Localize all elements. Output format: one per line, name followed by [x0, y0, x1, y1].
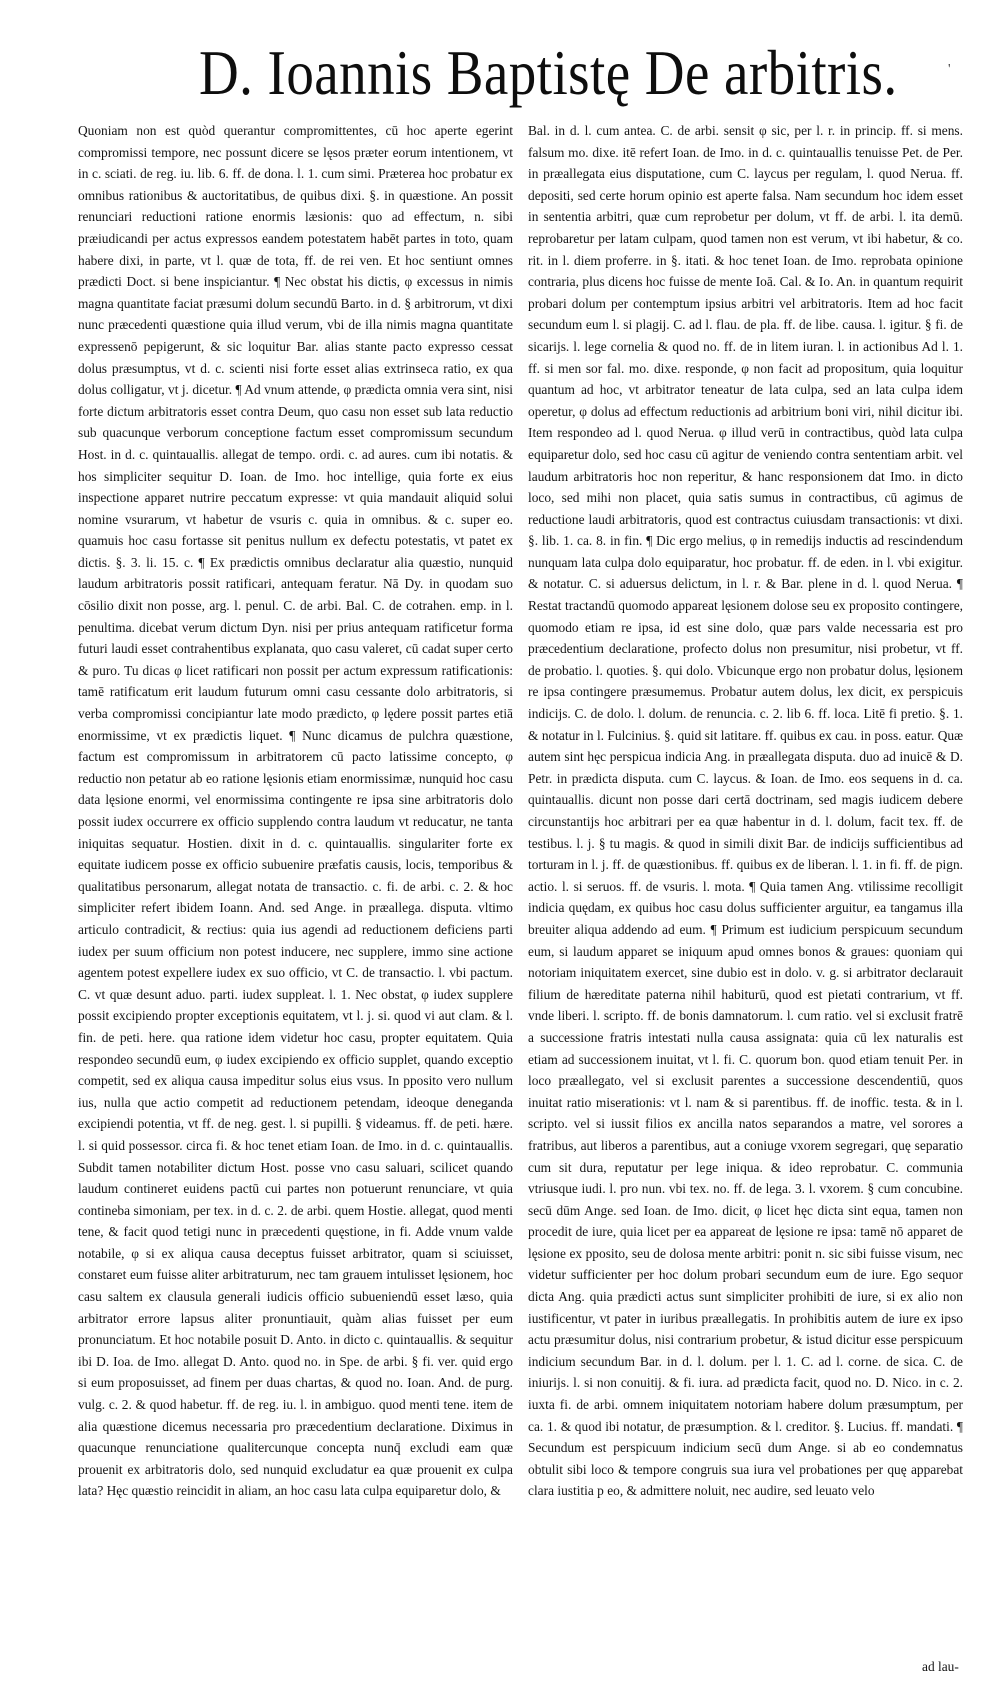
stray-mark: ' — [948, 62, 951, 77]
right-column — [528, 120, 963, 1660]
catchword: ad lau- — [922, 1659, 959, 1674]
right-column-text: Bal. in d. l. cum antea. C. de arbi. sensit φ sic, per l. r. in princip. ff. si mens. falsum mo. dixe. itē refert Ioan. de Imo. in d. c. quintauallis tenuisse Pet. de Per. in præallegata eius disputatione, cum C. laycus per regulam, l. quod Nerua. ff. depositi, sed certe horum opinio est aperte falsa. Nam secundum hoc idem esset in sententia arbitri, quæ cum reprobetur per dolum, vt ff. de arbi. l. ita demū. reprobaretur per latam culpam, quod tamen non est verum, vt ibi habetur, & co. rit. in l. diem proferre. in §. itati. & hoc tenet Ioan. de Imo. reprobata opinione contraria, plus dicens hoc fuisse de mente Ioā. Cal. & Io. An. in quantum requirit probari dolum per contemptum ipsius arbitri vel arbitratoris. Item ad hoc facit secundum eum l. si plagij. C. ad l. flau. de pla. ff. de libe. causa. l. igitur. § fi. de sicarijs. l. lege cornelia & quod no. ff. de in litem iuran. l. in actionibus Ad l. 1. ff. si men sor fal. mo. dixe. responde, φ non facit ad propositum, quia loquitur quantum ad hoc, vt arbitrator teneatur de lata culpa, sed an lata culpa idem operetur, φ dolus ad effectum reductionis ad arbitrium boni viri, nihil dicitur ibi. Item respondeo ad l. quod Nerua. φ illud verū in contractibus, quòd lata culpa equiparetur dolo, sed hoc casu cū agitur de veniendo contra sententiam arbit. vel laudum arbitratoris hoc non reperitur, & hanc responsionem dat Imo. in dicto loco, sed mihi non placet, quia satis sumus in contractibus, cū agimus de reductione laudi arbitratoris, quod est contractus cuiusdam transactionis: vt dixi. §. lib. 1. ca. 8. in fin. ¶ Dic ergo melius, φ in remedijs inductis ad rescindendum nunquam lata culpa dolo equiparatur, hoc probatur. ff. de eden. in l. vbi exigitur. & notatur. C. si aduersus delictum, in l. r. & Bar. plene in d. l. quod Nerua. ¶ Restat tractandū quomodo appareat lęsionem dolose seu ex proposito contingere, quomodo etiam re ipsa, id est sine dolo, quæ pars valde necessaria est pro præcedentium declaratione, profecto dolus non presumitur, nisi probetur, vt ff. de probatio. l. quoties. §. qui dolo. Vbicunque ergo non probatur dolus, lęsionem re ipsa contingere præsumemus. Probatur autem dolus, lex dicit, ex perspicuis indicijs. C. de dolo. l. dolum. de renuncia. c. 2. lib 6. ff. loca. Litē fi pretio. §. 1. & notatur in l. Fulcinius. §. quid sit latitare. ff. quibus ex cau. in poss. eatur. Quæ autem sint hęc perspicua indicia Ang. in præallegata disputa. duo ad inuicē & D. Petr. in prædicta disputa. cum C. laycus. & Ioan. de Imo. eos sequens in d. ca. quintauallis. dicunt non posse dari certā doctrinam, sed magis iudicem debere circunstantijs hoc arbitrari per ea quæ habentur in d. l. dolum, facit tex. ff. de testibus. l. j. § tu magis. & quod in simili dixit Bar. de indicijs sufficientibus ad torturam in l. j. ff. de quæstionibus. ff. quibus ex de liberan. l. 1. in fi. ff. de pign. actio. l. si seruos. ff. de vsuris. l. mota. ¶ Quia tamen Ang. vtilissime recolligit indicia quędam, ex quibus hoc casu dolus sufficienter arguitur, ea tangamus illa breuiter aliqua addendo ad eum. ¶ Primum est iudicium perspicuum secundum eum, si laudum apparet se iniquum apud omnes bonos & graues: quoniam qui notoriam iniquitatem exercet, sine dubio est in dolo. v. g. si arbitrator declarauit filium de hæreditate paterna nihil habiturū, quod est pietati contrarium, vt ff. vnde liberi. l. scripto. ff. de bonis damnatorum. l. cum ratio. vel si exclusit fratrē a successione fratris intestati nulla causa assignata: quia cū lex naturalis est etiam ad successionem inuitat, vt l. fi. C. quorum bon. quod etiam tenuit Per. in loco præallegato, vel si exclusit parentes a successione descendentiū, quos inuitat ratio miserationis: vt l. nam & si parentibus. ff. de inoffic. testa. & in l. scripto. vel si iussit filios ex ancilla natos separandos a matre, vel sorores a fratribus, aut liberos a parentibus, aut a coniuge vxorem segregari, quę separatio cum sit dura, reputatur per lege iniqua. & ideo reprobatur. C. communia vtriusque iudi. l. pro nun. vbi tex. no. ff. de lega. 3. l. vxorem. § cum concubine. secū dūm Ange. sed Ioan. de Imo. dicit, φ licet hęc dicta sint equa, tamen non procedit de iure, quia licet per ea appareat de lęsione re ipsa: tamē nō apparet de lęsione ex pposito, seu de dolosa mente arbitri: ponit n. sic sibi fuisse visum, nec videtur sufficienter per hoc dolum probari secundum eum de iure. Ego sequor dicta Ang. quia prædicti actus sunt simpliciter prohibiti de iure, si ex alio non iustificentur, vt pater in iuribus præallegatis. In prohibitis autem de iure ex ipso actu præsumitur dolus, nisi contrarium probetur, & istud dicitur esse perspicuum indicium secundum Bar. in d. l. dolum. per l. 1. C. ad l. corne. de sica. C. de iniurijs. l. si non conuitij. & fi. iura. ad prædicta facit, quod no. D. Nico. in c. 2. iuxta fi. de arbi. omnem iniquitatem notoriam habere dolum præsumptum, per ca. 1. & quod ibi notatur, de præsumption. & l. creditor. §. Lucius. ff. mandati. ¶ Secundum est perspicuum indicium secū dum Ange. si ab eo condemnatus obtulit sibi loco & tempore congruis sua iura vel probationes per quę apparebat clara iustitia p eo, & admittere noluit, nec audire, sed leuato velo — [528, 123, 963, 1499]
left-column-text: Quoniam non est quòd querantur compromittentes, cū hoc aperte egerint compromissi tempore, nec possunt dicere se lęsos præter eorum intentionem, vt in c. sciati. de reg. iu. lib. 6. ff. de dona. l. 1. cum simi. Præterea hoc probatur ex omnibus rationibus & auctoritatibus, de quibus dixi. §. in quæstione. An possit renunciari reductioni ratione enormis læsionis: quo ad effectum, n. sibi præiudicandi per actus expressos eandem potestatem habēt partes in toto, quam habere dixi, in parte, vt l. quæ de tota, ff. de rei ven. Et hoc sentiunt omnes prædicti Doct. si bene inspiciantur. ¶ Nec obstat his dictis, φ excessus in nimis magna quantitate faciat præsumi dolum secundū Barto. in d. § arbitrorum, vt dixi nunc præcedenti quæstione quia illud verum, vbi de illa nimis magna quantitate expressenō pepigerunt, & sic loquitur Bar. alias stante pacto expresso cessat dolus præsumptus, vt d. c. scienti nisi forte esset alias extrinseca ratio, ex qua dolus colligatur, vt j. dicetur. ¶ Ad vnum attende, φ prædicta omnia vera sint, nisi forte dictum arbitratoris esset contra Deum, quo casu non esset sub lata reductio sub quacunque verborum conceptione factum esset compromissum secundum Host. in d. c. quintauallis. allegat de tempo. ordi. c. ad aures. cum ibi notatis. & hos simpliciter sequitur D. Ioan. de Imo. hoc intellige, quia forte ex eius inspectione apparet nutrire peccatum expresse: vt quia mandauit aliquid solui nomine vsurarum, vt habetur de vsuris c. quia in omnibus. & c. super eo. quamuis hoc casu fortasse sit penitus nullum ex defectu potestatis, vt patet ex dictis. §. 3. li. 15. c. ¶ Ex prædictis omnibus declaratur alia quæstio, nunquid laudum arbitratoris possit ratificari, antequam feratur. Nā Dy. in quodam suo cōsilio dixit non posse, arg. l. penul. C. de arbi. Bal. C. de cotrahen. emp. in l. penultima. dicebat verum dictum Dyn. nisi per prius antequam ratificetur forma futuri laudi esset contrahentibus explanata, quo casu valeret, cū cadat super certo & puro. Tu dicas φ licet ratificari non possit per actum expressum ratificationis: tamē ratificatum erit laudum futurum omni casu cessante dolo arbitratoris, si verba compromissi concipiantur late modo prædicto, φ lędere possit partes etiā enormissime, vt ex prædictis liquet. ¶ Nunc dicamus de pulchra quæstione, factum est compromissum in arbitratorem cū pacto latissime concepto, φ reductio non petatur ab eo ratione lęsionis etiam enormissimæ, nunquid hoc casu data lęsione enormi, vel enormissima contingente re ipsa sine arbitratoris dolo possit iudex occurrere ex officio supplendo contra laudum vt reducatur, ne tanta iniquitas sequatur. Hostien. dixit in d. c. quintauallis. singulariter forte ex equitate iudicem posse ex officio subuenire præfatis causis, locis, temporibus & qualitatibus personarum, allegat notata de transactio. c. fi. de arbi. c. 2. & hoc simpliciter refert ibidem Ioann. And. sed Ange. in præallega. disputa. vltimo articulo contradicit, & rectius: quia ius agendi ad reductionem deficiens parti iudex per suum officium non potest inducere, nec supplere, immo sine actione agentem potest expellere iudex ex suo officio, vt C. de transactio. l. vbi pactum. C. vt quæ desunt aduo. parti. iudex suppleat. l. 1. Nec obstat, φ iudex supplere possit excipiendo propter exceptionis equitatem, vt l. j. si. quod vi aut clam. & l. fin. de peti. here. qua ratione idem videtur hoc casu, propter equitatem. Quia respondeo secundū eum, φ iudex excipiendo ex officio supplet, quando exceptio competit, sed ex aliqua causa impeditur solus eius vsus. In pposito vero nullum ius, nulla que actio competit ad reductionem petendam, ideoque deneganda excipiendi potentia, vt ff. de neg. gest. l. si pupilli. § videamus. ff. de peti. hære. l. si quid possessor. circa fi. & hoc tenet etiam Ioan. de Imo. in d. c. quintauallis. Subdit tamen notabiliter dictum Host. posse vno casu saluari, scilicet quando laudum contineret euidens pactū cui partes non potuerunt renunciare, vt quia contineba simoniam, per tex. in d. c. 2. de arbi. quem Hostie. allegat, quod menti tene, & facit quod tetigi nunc in præcedenti quęstione, in fi. Adde vnum valde notabile, φ si ex aliqua causa deceptus fuisset arbitrator, quam si sciuisset, constaret eum fuisse aliter arbitraturum, nec tam grauem intulisset lęsionem, hoc casu saltem ex clausula generali iudicis officio subueniendū esset læso, quia arbitrator errore lapsus aliter pronuntiauit, quàm alias fuisset per eum pronunciatum. Et hoc notabile posuit D. Anto. in dicto c. quintauallis. & sequitur ibi D. Ioa. de Imo. allegat D. Anto. quod no. in Spe. de arbi. § fi. ver. quid ergo si eum proposuisset, ad finem per duas chartas, & quod no. Ioan. And. de purg. vulg. c. 2. & quod habetur. ff. de reg. iu. l. in ambiguo. quod menti tene. item de alia quæstione dicemus necessaria pro præcedentium declaratione. Diximus in quacunque renunciatione qualitercunque concepta nunq̄ excludi eam quæ prouenit ex arbitratoris dolo, sed nunquid excludatur ea quæ prouenit ex culpa lata? Hęc quæstio reincidit in aliam, an hoc casu lata culpa equiparetur dolo, & — [78, 123, 513, 1499]
left-column — [78, 120, 513, 1660]
running-head-title: D. Ioannis Baptistę De arbitris. — [199, 37, 898, 108]
